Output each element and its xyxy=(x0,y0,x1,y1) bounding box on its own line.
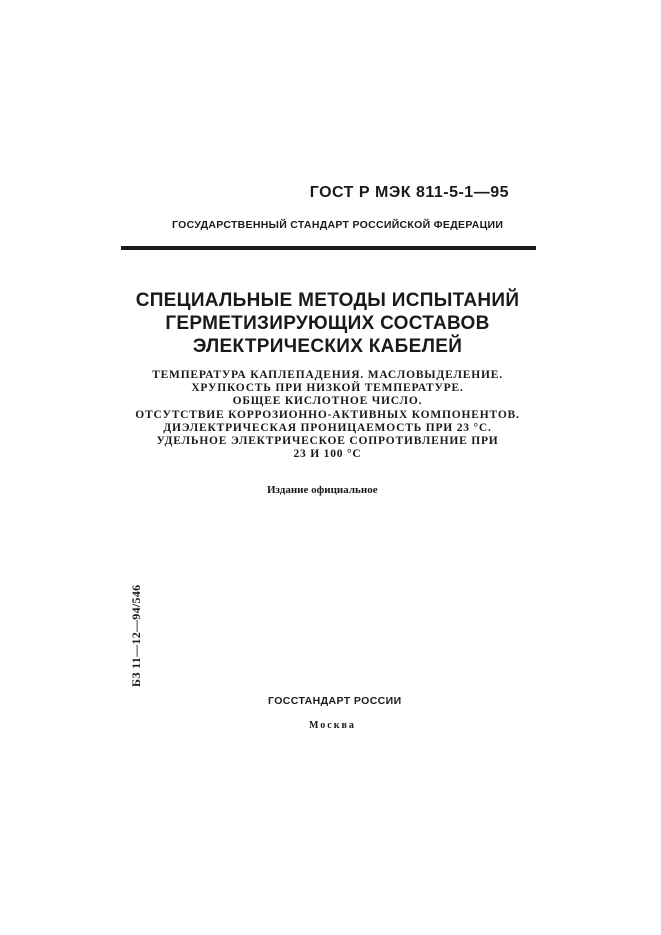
publisher-name: ГОССТАНДАРТ РОССИИ xyxy=(268,695,402,707)
publisher-city: Москва xyxy=(309,720,356,731)
edition-label: Издание официальное xyxy=(267,484,378,496)
subtitle-line: 23 И 100 °С xyxy=(293,448,362,461)
document-title xyxy=(100,289,555,358)
title-line: СПЕЦИАЛЬНЫЕ МЕТОДЫ ИСПЫТАНИЙ xyxy=(135,290,520,311)
title-line: ЭЛЕКТРИЧЕСКИХ КАБЕЛЕЙ xyxy=(192,336,463,357)
side-catalog-code: БЗ 11—12—94/546 xyxy=(129,584,143,687)
document-subtitle xyxy=(100,369,555,461)
subtitle-line: ДИЭЛЕКТРИЧЕСКАЯ ПРОНИЦАЕМОСТЬ ПРИ 23 °С. xyxy=(163,421,492,434)
subtitle-line: ОБЩЕЕ КИСЛОТНОЕ ЧИСЛО. xyxy=(232,395,423,408)
subtitle-line: ОТСУТСТВИЕ КОРРОЗИОННО-АКТИВНЫХ КОМПОНЕНТОВ. xyxy=(135,408,520,421)
standard-heading: ГОСУДАРСТВЕННЫЙ СТАНДАРТ РОССИЙСКОЙ ФЕДЕРАЦИИ xyxy=(172,219,504,231)
subtitle-line: ТЕМПЕРАТУРА КАПЛЕПАДЕНИЯ. МАСЛОВЫДЕЛЕНИЕ. xyxy=(152,369,503,381)
subtitle-line: УДЕЛЬНОЕ ЭЛЕКТРИЧЕСКОЕ СОПРОТИВЛЕНИЕ ПРИ xyxy=(156,435,499,448)
subtitle-line: ХРУПКОСТЬ ПРИ НИЗКОЙ ТЕМПЕРАТУРЕ. xyxy=(191,382,464,395)
title-line: ГЕРМЕТИЗИРУЮЩИХ СОСТАВОВ xyxy=(165,313,490,334)
horizontal-rule xyxy=(121,246,536,250)
document-number: ГОСТ Р МЭК 811-5-1—95 xyxy=(309,184,509,201)
